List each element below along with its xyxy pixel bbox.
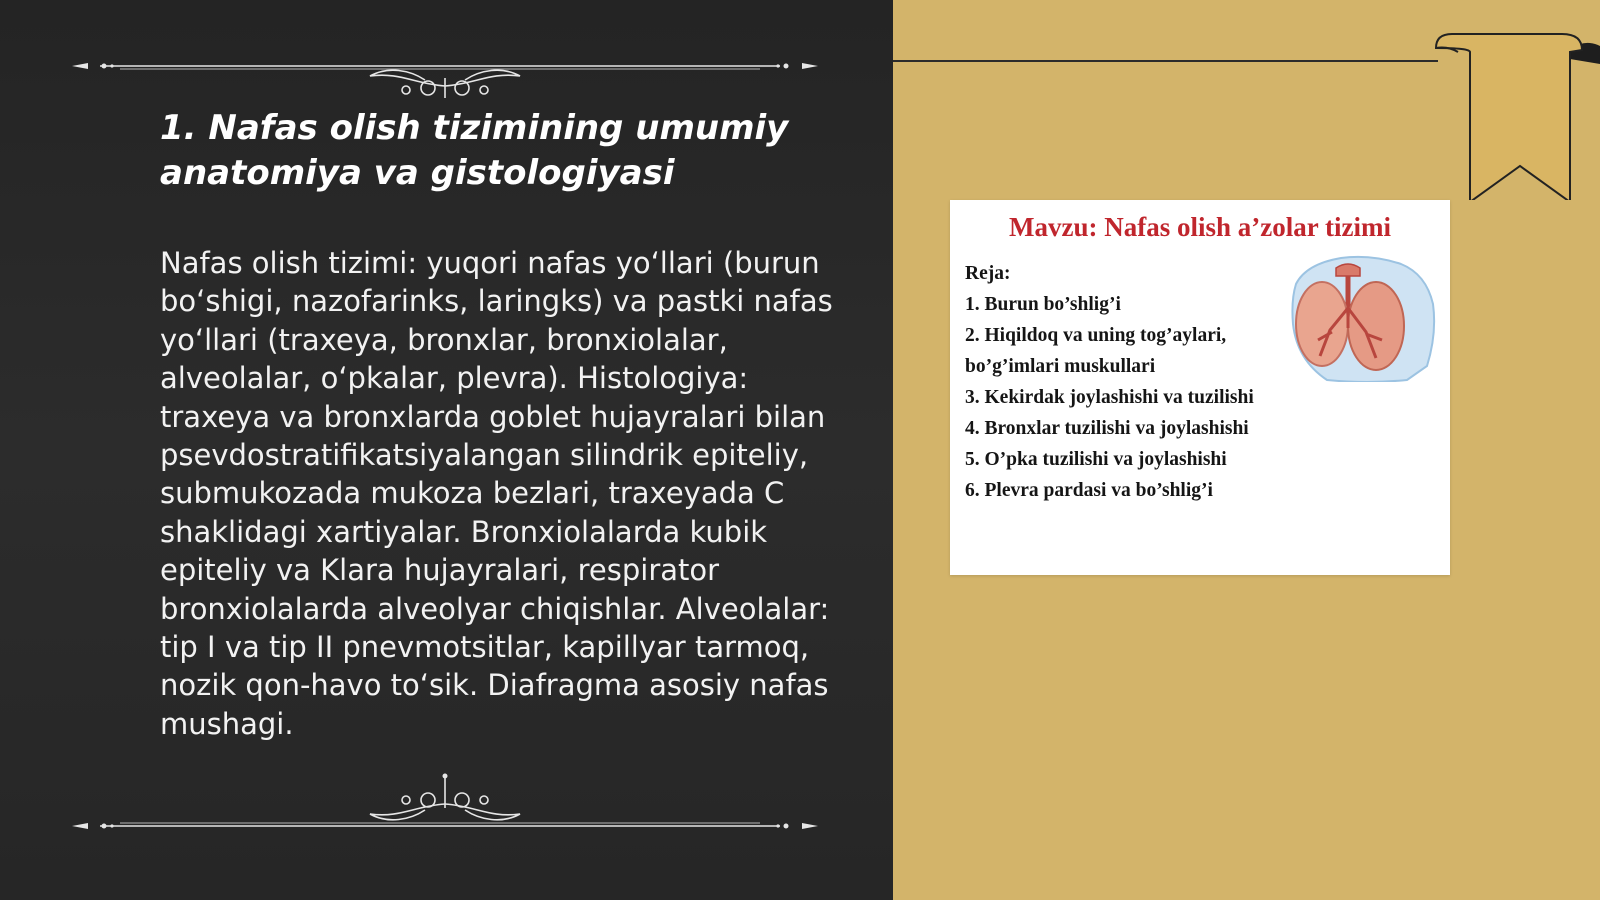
plan-item: 2. Hiqildoq va uning tog’aylari, bbox=[965, 325, 1227, 346]
plan-item: 3. Kekirdak joylashishi va tuzilishi bbox=[965, 387, 1254, 408]
scroll-divider-icon bbox=[60, 38, 830, 98]
top-rule-line bbox=[893, 60, 1438, 62]
plan-item: bo’g’imlari muskullari bbox=[965, 356, 1156, 377]
lesson-plan-card bbox=[950, 200, 1450, 575]
bottom-ornament-divider bbox=[60, 770, 830, 830]
plan-item: 5. O’pka tuzilishi va joylashishi bbox=[965, 449, 1227, 470]
plan-item: 4. Bronxlar tuzilishi va joylashishi bbox=[965, 418, 1249, 439]
card-title: Mavzu: Nafas olish a’zolar tizimi bbox=[1009, 212, 1391, 242]
plan-item: 6. Plevra pardasi va bo’shlig’i bbox=[965, 480, 1213, 501]
plan-item: 1. Burun bo’shlig’i bbox=[965, 294, 1121, 315]
slide-title: 1. Nafas olish tizimining umumiy anatomiya va gistologiyasi bbox=[160, 108, 789, 193]
ribbon-bookmark-icon bbox=[1434, 30, 1600, 200]
plan-label: Reja: bbox=[965, 263, 1011, 284]
plan-list bbox=[965, 258, 1325, 506]
scroll-divider-icon bbox=[60, 770, 830, 830]
lungs-illustration-icon bbox=[1276, 254, 1436, 382]
slide-body-text: Nafas olish tizimi: yuqori nafas yo‘llari (burun bo‘shigi, nazofarinks, laringks) va pastki nafas yo‘llari (traxeya, bronxlar, bronxiolalar, alveolalar, o‘pkalar, plevra). Histologiya: traxeya va bronxlarda goblet hujayralari bilan psevdostratifikatsiyalangan silindrik epiteliy, submukozada mukoza bezlari, traxeyada C shaklidagi xartiyalar. Bronxiolalarda kubik epiteliy va Klara hujayralari, respirator bronxiolalarda alveolyar chiqishlar. Alveolalar: tip I va tip II pnevmotsitlar, kapillyar tarmoq, nozik qon-havo to‘sik. Diafragma asosiy nafas mushagi. bbox=[160, 246, 833, 741]
top-ornament-divider bbox=[60, 38, 830, 98]
